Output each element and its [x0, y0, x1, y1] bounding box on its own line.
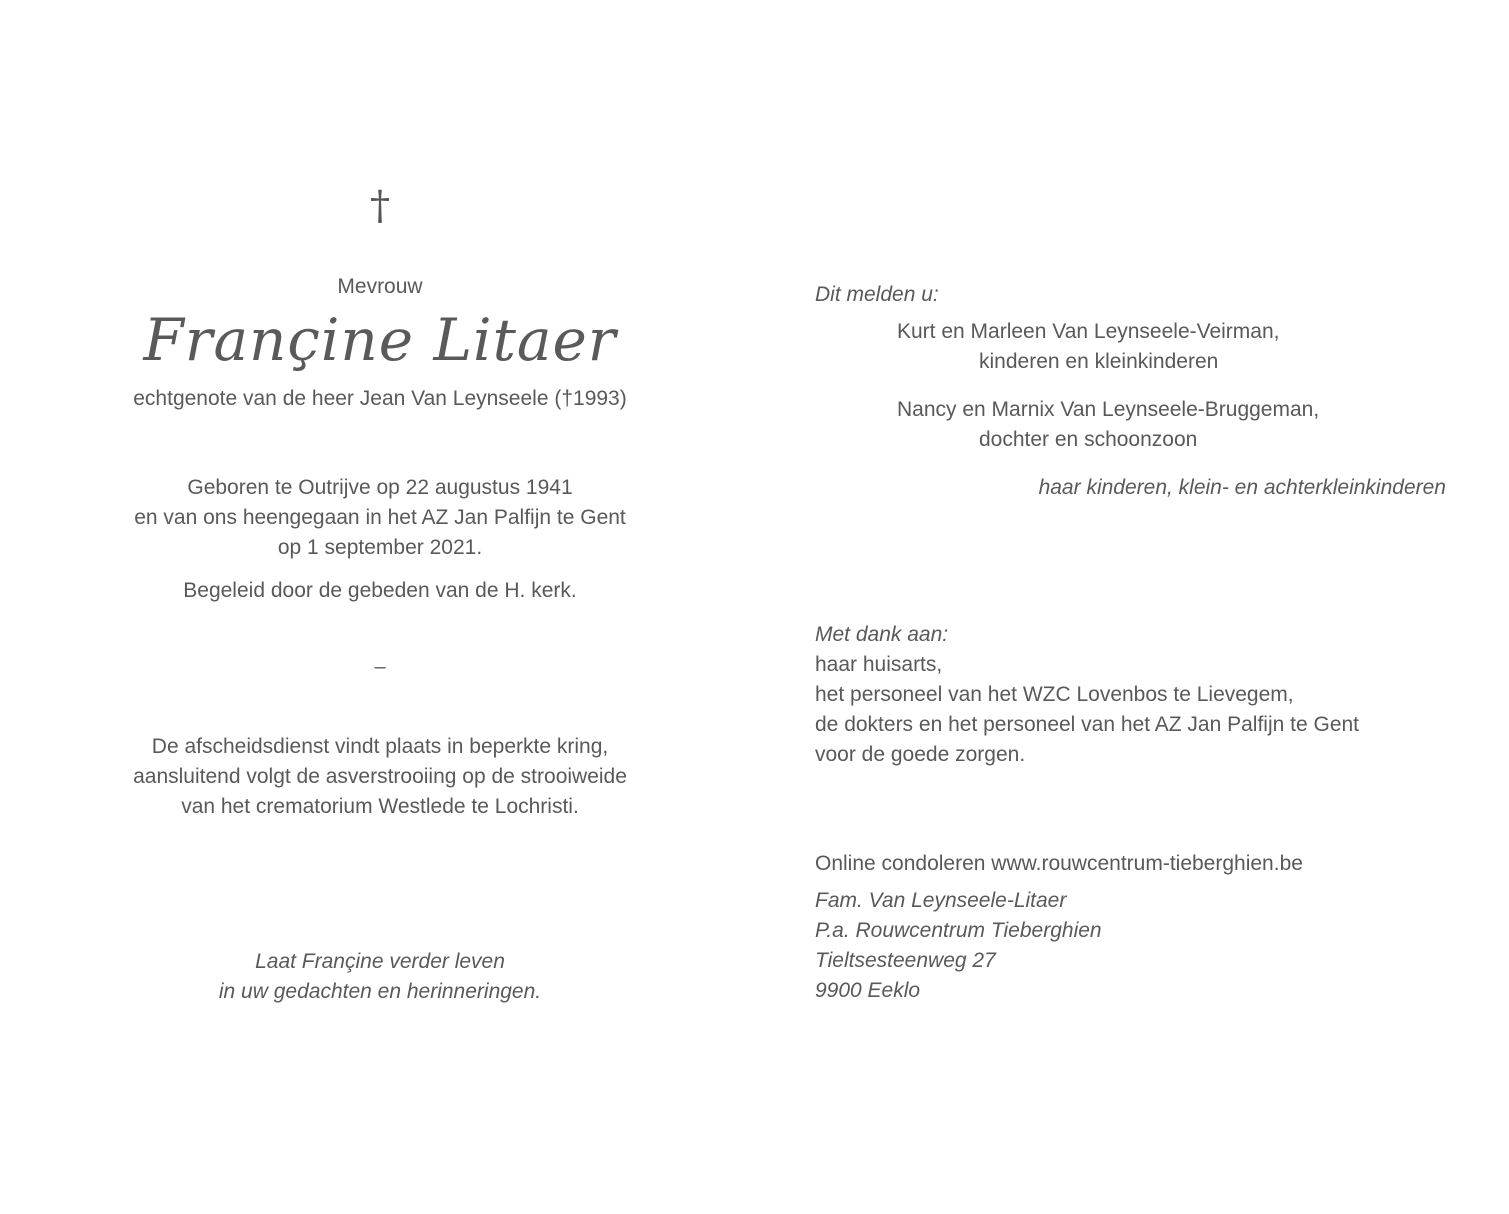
date-line: op 1 september 2021. — [277, 536, 483, 559]
service-line: van het crematorium Westlede te Lochristi. — [181, 795, 579, 818]
thanks-line: het personeel van het WZC Lovenbos te Lievegem, — [815, 683, 1294, 706]
church-line: Begeleid door de gebeden van de H. kerk. — [183, 579, 577, 602]
family-relation: dochter en schoonzoon — [979, 428, 1198, 451]
thanks-line: de dokters en het personeel van het AZ Jan Palfijn te Gent — [815, 713, 1360, 736]
quote-line: in uw gedachten en herinneringen. — [218, 980, 542, 1003]
service-block — [60, 732, 700, 822]
cross-icon: † — [370, 183, 390, 229]
divider: – — [374, 656, 386, 678]
honorific: Mevrouw — [337, 275, 423, 298]
family-entry — [897, 317, 1497, 377]
thanks-line: haar huisarts, — [815, 653, 943, 676]
spouse-line: echtgenote van de heer Jean Van Leynseele (†1993) — [133, 387, 627, 410]
announce-heading: Dit melden u: — [815, 283, 939, 306]
family-relation: kinderen en kleinkinderen — [979, 350, 1219, 373]
address-line: Tieltsesteenweg 27 — [815, 949, 996, 972]
address-line: 9900 Eeklo — [815, 979, 921, 1002]
deceased-name: Françine Litaer — [143, 306, 617, 374]
thanks-line: voor de goede zorgen. — [815, 743, 1026, 766]
family-names: Kurt en Marleen Van Leynseele-Veirman, — [897, 320, 1280, 343]
service-line: aansluitend volgt de asverstrooiing op de strooiweide — [133, 765, 627, 788]
address-line: Fam. Van Leynseele-Litaer — [815, 889, 1067, 912]
birth-death-block — [60, 473, 700, 563]
quote-line: Laat Françine verder leven — [255, 950, 505, 973]
address-line: P.a. Rouwcentrum Tieberghien — [815, 919, 1102, 942]
thanks-heading: Met dank aan: — [815, 623, 949, 646]
passed-line: en van ons heengegaan in het AZ Jan Palfijn te Gent — [134, 506, 626, 529]
online-condolence: Online condoleren www.rouwcentrum-tieberghien.be — [815, 852, 1303, 875]
service-line: De afscheidsdienst vindt plaats in beperkte kring, — [151, 735, 609, 758]
family-summary: haar kinderen, klein- en achterkleinkinderen — [1038, 476, 1446, 499]
contact-address — [815, 886, 1475, 1006]
memorial-quote — [60, 947, 700, 1007]
born-line: Geboren te Outrijve op 22 augustus 1941 — [187, 476, 573, 499]
thanks-block — [815, 620, 1475, 770]
family-entry — [897, 395, 1497, 455]
family-names: Nancy en Marnix Van Leynseele-Bruggeman, — [897, 398, 1320, 421]
